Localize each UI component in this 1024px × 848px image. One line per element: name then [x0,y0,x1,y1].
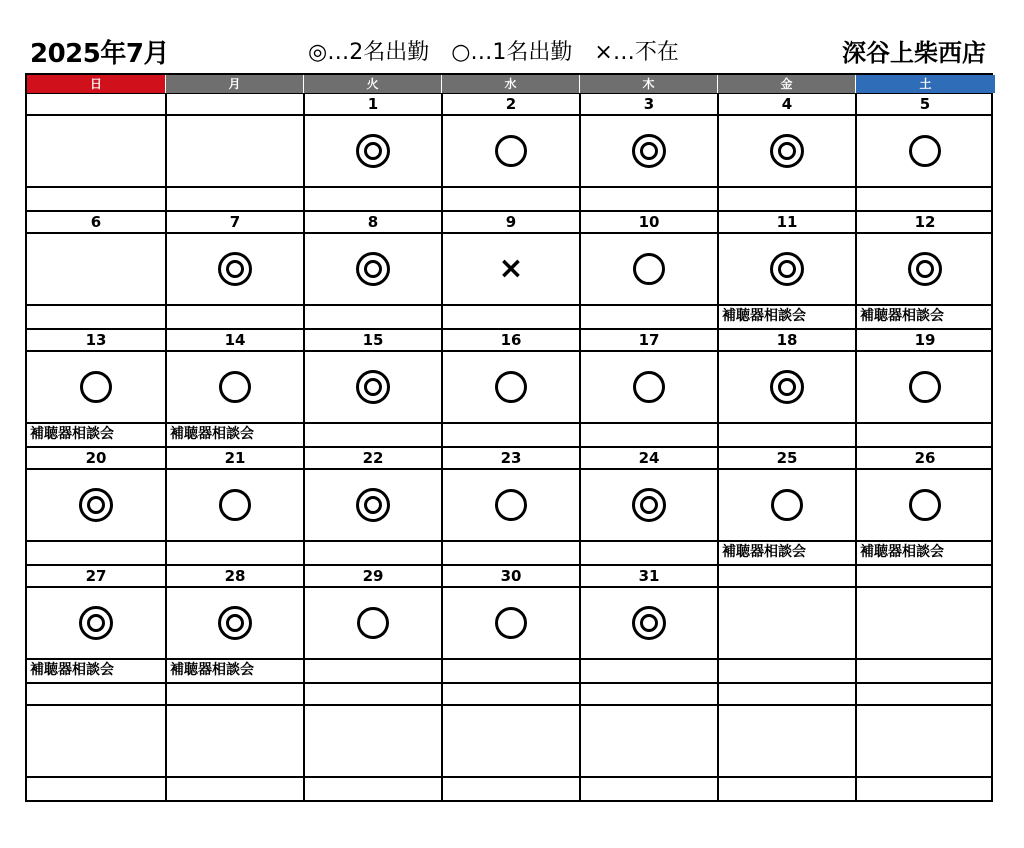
calendar-day [165,330,303,446]
staff-mark [581,706,717,778]
day-number [27,684,165,706]
staff-mark [27,352,165,424]
staff-mark [719,588,855,660]
calendar-day [579,566,717,682]
double-circle-icon [770,370,804,404]
day-number: 29 [305,566,441,588]
circle-icon [495,135,527,167]
day-note [581,306,717,328]
calendar-day [165,94,303,210]
calendar-day [579,684,717,800]
cross-icon: × [498,251,524,286]
staff-mark [167,706,303,778]
calendar-grid [25,93,993,802]
calendar-day [27,566,165,682]
staff-mark [857,234,993,306]
calendar-day [441,566,579,682]
calendar-week [27,564,991,682]
day-number: 30 [443,566,579,588]
staff-mark [443,116,579,188]
day-number: 16 [443,330,579,352]
calendar-day [303,94,441,210]
calendar-week [27,682,991,800]
circle-icon [80,371,112,403]
day-note [581,778,717,800]
staff-mark [719,234,855,306]
staff-mark [581,470,717,542]
staff-mark [857,116,993,188]
day-note [581,660,717,682]
day-note [167,188,303,210]
day-note [443,306,579,328]
day-note [27,778,165,800]
circle-icon [495,607,527,639]
staff-mark [857,706,993,778]
day-note [167,542,303,564]
staff-mark [857,352,993,424]
staff-mark [581,116,717,188]
staff-mark [857,470,993,542]
circle-icon [633,371,665,403]
double-circle-icon [218,606,252,640]
day-number [27,94,165,116]
day-note [167,306,303,328]
staff-mark [719,352,855,424]
day-number: 4 [719,94,855,116]
day-number: 31 [581,566,717,588]
month-title: 2025年7月 [30,39,169,69]
staff-mark [305,588,441,660]
staff-mark [27,706,165,778]
day-note [27,542,165,564]
day-number [719,566,855,588]
day-number [167,684,303,706]
calendar [25,73,993,826]
day-note: 補聴器相談会 [30,662,114,678]
day-note [27,188,165,210]
staff-mark [167,352,303,424]
calendar-day [165,448,303,564]
calendar-day [165,212,303,328]
day-note: 補聴器相談会 [170,426,254,442]
calendar-day [855,94,993,210]
circle-icon [219,489,251,521]
weekday-saturday: 土 [855,75,995,93]
day-number: 6 [27,212,165,234]
calendar-day [441,94,579,210]
staff-mark [719,470,855,542]
day-number: 23 [443,448,579,470]
day-number: 18 [719,330,855,352]
staff-mark [443,470,579,542]
calendar-day [855,330,993,446]
calendar-day [303,684,441,800]
day-number: 25 [719,448,855,470]
day-note [443,188,579,210]
staff-mark [443,706,579,778]
double-circle-icon [79,606,113,640]
day-note [581,188,717,210]
day-number: 26 [857,448,993,470]
calendar-week [27,446,991,564]
circle-icon [633,253,665,285]
day-note [167,778,303,800]
day-note [719,188,855,210]
calendar-day [579,212,717,328]
day-note: 補聴器相談会 [722,544,806,560]
circle-icon [909,371,941,403]
day-note: 補聴器相談会 [860,308,944,324]
calendar-day [441,330,579,446]
calendar-day [303,448,441,564]
day-number: 27 [27,566,165,588]
day-number: 3 [581,94,717,116]
day-number: 10 [581,212,717,234]
weekday-thursday: 木 [579,75,717,93]
calendar-day [855,566,993,682]
calendar-day [27,448,165,564]
day-number: 21 [167,448,303,470]
day-number [719,684,855,706]
calendar-day [717,94,855,210]
day-number: 24 [581,448,717,470]
day-number: 17 [581,330,717,352]
day-note [719,424,855,446]
day-number [581,684,717,706]
calendar-day [165,566,303,682]
staff-mark [719,116,855,188]
day-note [857,778,993,800]
staff-mark [305,470,441,542]
calendar-day [855,212,993,328]
double-circle-icon [356,370,390,404]
day-note [305,424,441,446]
day-note [305,542,441,564]
staff-mark [443,352,579,424]
circle-icon [771,489,803,521]
circle-icon [909,489,941,521]
weekday-wednesday: 水 [441,75,579,93]
calendar-day [165,684,303,800]
day-note [443,424,579,446]
day-note [305,660,441,682]
day-note: 補聴器相談会 [860,544,944,560]
staff-mark [305,706,441,778]
day-number: 14 [167,330,303,352]
staff-mark [27,470,165,542]
double-circle-icon [770,134,804,168]
day-number: 28 [167,566,303,588]
staff-mark [167,116,303,188]
legend: ◎…2名出勤 ○…1名出勤 ×…不在 [308,40,679,65]
double-circle-icon [356,488,390,522]
staff-mark [27,234,165,306]
weekday-sunday: 日 [27,75,165,93]
weekday-monday: 月 [165,75,303,93]
calendar-day [855,684,993,800]
double-circle-icon [218,252,252,286]
day-note [305,188,441,210]
calendar-day [303,330,441,446]
staff-mark [305,116,441,188]
staff-mark [27,116,165,188]
day-number: 1 [305,94,441,116]
calendar-week [27,210,991,328]
calendar-day [441,448,579,564]
double-circle-icon [356,134,390,168]
day-note: 補聴器相談会 [170,662,254,678]
staff-mark [581,234,717,306]
day-note [857,188,993,210]
day-number [443,684,579,706]
day-number: 11 [719,212,855,234]
weekday-tuesday: 火 [303,75,441,93]
staff-mark [305,234,441,306]
calendar-day [717,684,855,800]
weekday-header [25,73,993,93]
day-note: 補聴器相談会 [722,308,806,324]
circle-icon [219,371,251,403]
staff-mark [167,588,303,660]
calendar-day [441,684,579,800]
day-number: 19 [857,330,993,352]
day-note [857,424,993,446]
day-number: 9 [443,212,579,234]
calendar-day [717,448,855,564]
weekday-friday: 金 [717,75,855,93]
day-note [443,542,579,564]
day-note [719,778,855,800]
calendar-day [27,94,165,210]
staff-mark [581,588,717,660]
day-note [305,306,441,328]
staff-mark [581,352,717,424]
double-circle-icon [632,488,666,522]
calendar-day [579,330,717,446]
day-number: 5 [857,94,993,116]
day-note [27,306,165,328]
double-circle-icon [632,606,666,640]
day-number: 13 [27,330,165,352]
day-number [857,566,993,588]
day-note [305,778,441,800]
staff-mark [167,234,303,306]
calendar-day [717,212,855,328]
staff-mark [167,470,303,542]
calendar-day [27,684,165,800]
circle-icon [495,371,527,403]
calendar-day [303,212,441,328]
calendar-day [855,448,993,564]
day-note: 補聴器相談会 [30,426,114,442]
calendar-day [579,448,717,564]
calendar-day [441,212,579,328]
circle-icon [495,489,527,521]
staff-mark [443,588,579,660]
day-number [167,94,303,116]
calendar-week [27,93,991,210]
calendar-day [717,566,855,682]
day-number [305,684,441,706]
double-circle-icon [356,252,390,286]
staff-mark [719,706,855,778]
day-number: 8 [305,212,441,234]
double-circle-icon [632,134,666,168]
store-name: 深谷上柴西店 [842,39,986,67]
day-note [719,660,855,682]
day-note [443,778,579,800]
day-number: 7 [167,212,303,234]
day-note [443,660,579,682]
staff-mark [857,588,993,660]
day-number [857,684,993,706]
staff-mark [27,588,165,660]
day-number: 20 [27,448,165,470]
double-circle-icon [79,488,113,522]
calendar-day [303,566,441,682]
staff-mark [443,234,579,306]
calendar-day [579,94,717,210]
day-number: 12 [857,212,993,234]
calendar-day [717,330,855,446]
calendar-week [27,328,991,446]
day-number: 15 [305,330,441,352]
circle-icon [357,607,389,639]
day-note [581,424,717,446]
staff-mark [305,352,441,424]
day-note [857,660,993,682]
day-note [581,542,717,564]
double-circle-icon [770,252,804,286]
circle-icon [909,135,941,167]
calendar-day [27,330,165,446]
day-number: 22 [305,448,441,470]
double-circle-icon [908,252,942,286]
day-number: 2 [443,94,579,116]
calendar-day [27,212,165,328]
